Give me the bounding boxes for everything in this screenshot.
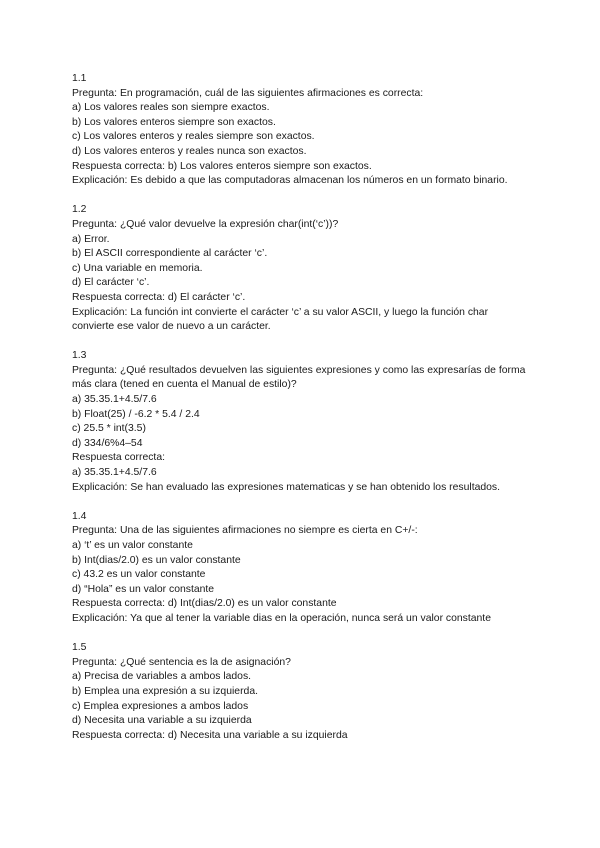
question-number: 1.1 [72,73,87,84]
option-d: d) Necesita una variable a su izquierda [72,715,252,727]
option-b: b) Int(dias/2.0) es un valor constante [72,554,241,566]
document-page [72,72,532,758]
question-number: 1.4 [72,510,87,522]
question-number: 1.5 [72,642,87,654]
option-c: c) Emplea expresiones a ambos lados [72,700,249,712]
option-b: b) Float(25) / -6.2 * 5.4 / 2.4 [72,408,200,420]
explanation: Explicación: La función int convierte el carácter ‘c’ a su valor ASCII, y luego la función char convierte ese valor de nuevo a un carácter. [72,306,489,333]
explanation: Explicación: Se han evaluado las expresiones matematicas y se han obtenido los resultados. [72,481,500,493]
option-d: d) “Hola” es un valor constante [72,583,215,595]
option-a: a) ‘t’ es un valor constante [72,540,193,551]
question-text: Pregunta: ¿Qué sentencia es la de asignación? [72,656,291,668]
question-block [72,641,532,743]
question-number: 1.2 [72,204,87,216]
option-c: c) 25.5 * int(3.5) [72,423,146,435]
question-block [72,72,532,189]
option-a: a) Precisa de variables a ambos lados. [72,671,252,683]
question-text: Pregunta: En programación, cuál de las siguientes afirmaciones es correcta: [72,87,424,99]
option-a: a) Error. [72,233,110,245]
option-c: c) Una variable en memoria. [72,262,203,274]
correct-answer-label: Respuesta correcta: [72,452,165,464]
question-number: 1.3 [72,350,87,362]
option-d: d) Los valores enteros y reales nunca son exactos. [72,145,307,157]
question-block [72,349,532,495]
option-b: b) Emplea una expresión a su izquierda. [72,685,258,697]
question-text: Pregunta: ¿Qué valor devuelve la expresión char(int(‘c’))? [72,218,339,230]
question-text: Pregunta: ¿Qué resultados devuelven las siguientes expresiones y como las expresarías de forma más clara (tened en cuenta el Manual de estilo)? [72,364,526,391]
option-d: d) 334/6%4–54 [72,437,143,449]
question-block [72,203,532,334]
correct-answer: a) 35.35.1+4.5/7.6 [72,467,157,479]
question-block [72,510,532,627]
option-b: b) El ASCII correspondiente al carácter ‘c’. [72,248,268,260]
option-a: a) 35.35.1+4.5/7.6 [72,394,157,406]
option-c: c) Los valores enteros y reales siempre son exactos. [72,131,315,143]
correct-answer: Respuesta correcta: b) Los valores enteros siempre son exactos. [72,160,372,172]
explanation: Explicación: Es debido a que las computadoras almacenan los números en un formato binario. [72,175,508,187]
question-text: Pregunta: Una de las siguientes afirmaciones no siempre es cierta en C+/-: [72,525,418,537]
option-d: d) El carácter ‘c’. [72,277,150,289]
option-b: b) Los valores enteros siempre son exactos. [72,116,276,128]
correct-answer: Respuesta correcta: d) Necesita una variable a su izquierda [72,729,348,741]
correct-answer: Respuesta correcta: d) Int(dias/2.0) es un valor constante [72,598,337,610]
option-c: c) 43.2 es un valor constante [72,569,206,581]
explanation: Explicación: Ya que al tener la variable dias en la operación, nunca será un valor constante [72,612,491,624]
option-a: a) Los valores reales son siempre exactos. [72,102,270,114]
correct-answer: Respuesta correcta: d) El carácter ‘c’. [72,291,246,303]
